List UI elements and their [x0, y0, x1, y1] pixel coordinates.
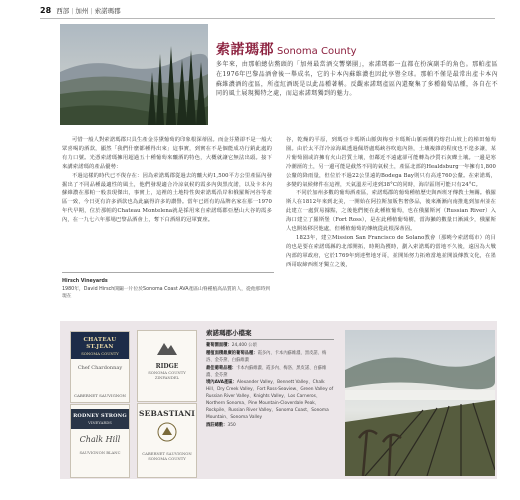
- label-wine: Chef Chardonnay: [77, 365, 123, 371]
- caption-divider: [62, 272, 274, 273]
- label-varietal: CABERNET SAUVIGNON: [73, 393, 127, 398]
- label-region: SONOMA COUNTY: [148, 456, 186, 461]
- label-varietal: CABERNET SAUVIGNON: [142, 451, 192, 456]
- caption-text: 1980年，David Hirsch開闢一片位於Sonoma Coast AVA產區山脊種植高品質的人，從他那時到現在: [62, 286, 271, 299]
- label-brand: CHATEAU ST.JEAN: [83, 337, 117, 350]
- fact-row: 葡萄園面積：24,400 公頃: [206, 342, 257, 348]
- wine-label-chateau-st-jean: [70, 331, 130, 403]
- wine-label-ridge: [137, 330, 197, 402]
- fact-row: 境內AVA產區：Alexander Valley、Bennett Valley、Chalk Hill、Dry Creek Valley、Fort Ross-Seaview、Green Valley of Russian River Valley、Knights Valley、Los Carneros、Northern Sonoma、Pine Mountain-Cloverdale Peak、Rockpile、Russian River Valley、Sonoma Coast、Sonoma Mountain、Sonoma Valley: [206, 380, 334, 420]
- fact-row: 酒莊總數：350: [206, 422, 236, 428]
- ridge-mountain-icon: [157, 339, 177, 355]
- article-title: [216, 39, 496, 58]
- label-brand: RODNEY STRONG: [73, 413, 127, 419]
- label-brand: SEBASTIANI: [139, 409, 195, 418]
- body-column-1: [62, 136, 272, 225]
- intro-paragraph: 多年來，由那帕總佔鰲頭的「加州最當酒交響樂團」，索諾瑪郡一直都在扮演副手的角色。那帕產區在1976年巴黎品酒會後一舉成名，它的卡本內蘇維濃也因此享譽全球。那帕不僅是最常出產卡本內蘇維濃酒的產區，所產紅酒既是以此品種著稱。反觀索諾瑪產區內還聚集了多種葡萄品種，各自在不同的風土展現獨特之處，而這索諾瑪獨到的魅力。: [216, 61, 498, 98]
- title-english: Sonoma County: [277, 46, 357, 57]
- page-header: 28 西部 | 加州 | 索諾瑪郡: [40, 6, 495, 19]
- paragraph: 不過這樣的時代已不復存在：因為索諾瑪郡從過去的釀大約1,500平方公里產區內發掘出了不同品種最適性的風土，他們發現適合冷涼氣候的霞多內與黑皮諾，以及卡本內蘇維濃在那帕一般表現傑出，事實上，這裡的土地特性與索諾瑪沿岸和俄羅斯河谷等產區一致，今日更有許多酒款也為此贏得許多的讚譽。當年已經有的品牌名家在那一1970年代早期，位於那帕的Chateau Montelena就是採用來自索諾瑪郡亞歷山大谷的霞多內，在一九七六年那場巴黎品酒會上，奪下白酒組的冠軍寶座。: [62, 172, 272, 224]
- label-region: SONOMA COUNTY: [81, 351, 119, 356]
- paragraph: 不同於加州多數的葡萄酒產區，索諾瑪郡的葡萄種植歷史與西班牙傳教士無關。俄羅斯人在1812年來到北美，一開始在阿拉斯加販售奢侈品，後來漸漸向南推進到加州並在此建立一處貿易據點，之後他們便在此種植葡萄，也在俄羅斯河（Russian River）入海口建立了羅斯堡（Fort Ross），是在此種植葡萄樹，當海獺的數量日漸減少，俄羅斯人也開始移居他處，但種植葡萄的傳統從此根深蒂固。: [286, 190, 496, 233]
- page-number: 28: [40, 6, 52, 15]
- paragraph: 可惜一般人對索諾瑪郡只具生產金芬黛葡萄的印象根深蒂固。而金芬黛卻不是一般大眾喜喝的酒款，顯然「我們什麼都種得出來」這事實，到實在不是個能成功行銷此處的有力口號。光憑索諾瑪擁用超過五十種葡萄來釀酒的特色，大概就讓它無法出頭。接下來講索諾瑪的產品優勢：: [62, 137, 272, 170]
- label-wine: SONOMA COUNTY ZINFANDEL: [148, 370, 186, 380]
- label-vineyard: Chalk Hill: [79, 435, 121, 444]
- label-subbrand: VINEYARDS: [88, 420, 112, 425]
- vineyard-image: [345, 330, 495, 476]
- forest-hills-photo: [60, 24, 208, 125]
- fact-box-title: 索諾瑪郡小檔案: [206, 330, 334, 340]
- fact-row: 種植面積最廣的葡萄品種：霞多內、卡本內蘇維濃、黑皮諾、梅洛、金芬黛、白蘇維濃: [206, 350, 327, 363]
- vineyard-fog-photo: [345, 330, 495, 476]
- crest-icon: [156, 421, 178, 443]
- forest-hills-image: [60, 24, 208, 125]
- photo-caption: [62, 278, 274, 301]
- fact-box: [206, 330, 334, 431]
- body-column-2: [286, 136, 496, 270]
- wine-label-rodney-strong: [70, 404, 130, 478]
- wine-label-sebastiani: [137, 403, 197, 478]
- breadcrumb-1: 西部: [56, 7, 70, 15]
- paragraph: 谷，乾燥的平原，到瑪亞卡瑪斯山脈與梅亞卡瑪斯山脈兩側的熔岩山坡上的梯田葡萄園。由於太平洋冷涼海風透過佩塔盧瑪峽谷吹進內陸，土壤複雜的程度也不遑多讓，某片葡萄園或許擁有火山岩質土壤，但鄰近不遠處卻可能轉為沙質石灰礫土壤。一邊是寒冷潮溼的土，另一邊可能是截然不同的氣候土，產區北部的Healdsburg一年擁有1,800公釐的降雨量，但位於不過22公里遠的Bodega Bay則只有高達760公釐。在索諾瑪，多變的氣候條件在這裡，天氣溫差可達到38°C的同時，海岸區則可能只有24°C。: [286, 137, 497, 188]
- title-chinese: 索諾瑪郡: [216, 42, 274, 58]
- breadcrumb-2: 加州: [75, 7, 89, 15]
- paragraph: 1823年，建立Mission San Francisco de Solano教會（那曉今索諾瑪市）的目的也是要在索諾瑪縣的北部開拓，時期為獲時，劃入索諾瑪的當地不久後，遠因為大戰內部的軍政府，它於1769年到達聖地牙哥，並開始努力拓殖當地並開設傳教文化，在墨西哥取締西班牙獨立之後，: [286, 234, 496, 268]
- label-brand: RIDGE: [155, 363, 179, 370]
- fact-row: 最佳葡萄品種：卡本內蘇維濃、霞多內、梅洛、黑皮諾、白蘇維濃、金芬黛: [206, 365, 327, 378]
- breadcrumb-3: 索諾瑪郡: [94, 7, 121, 15]
- caption-title: Hirsch Vineyards: [62, 279, 108, 284]
- label-varietal: SAUVIGNON BLANC: [79, 450, 121, 455]
